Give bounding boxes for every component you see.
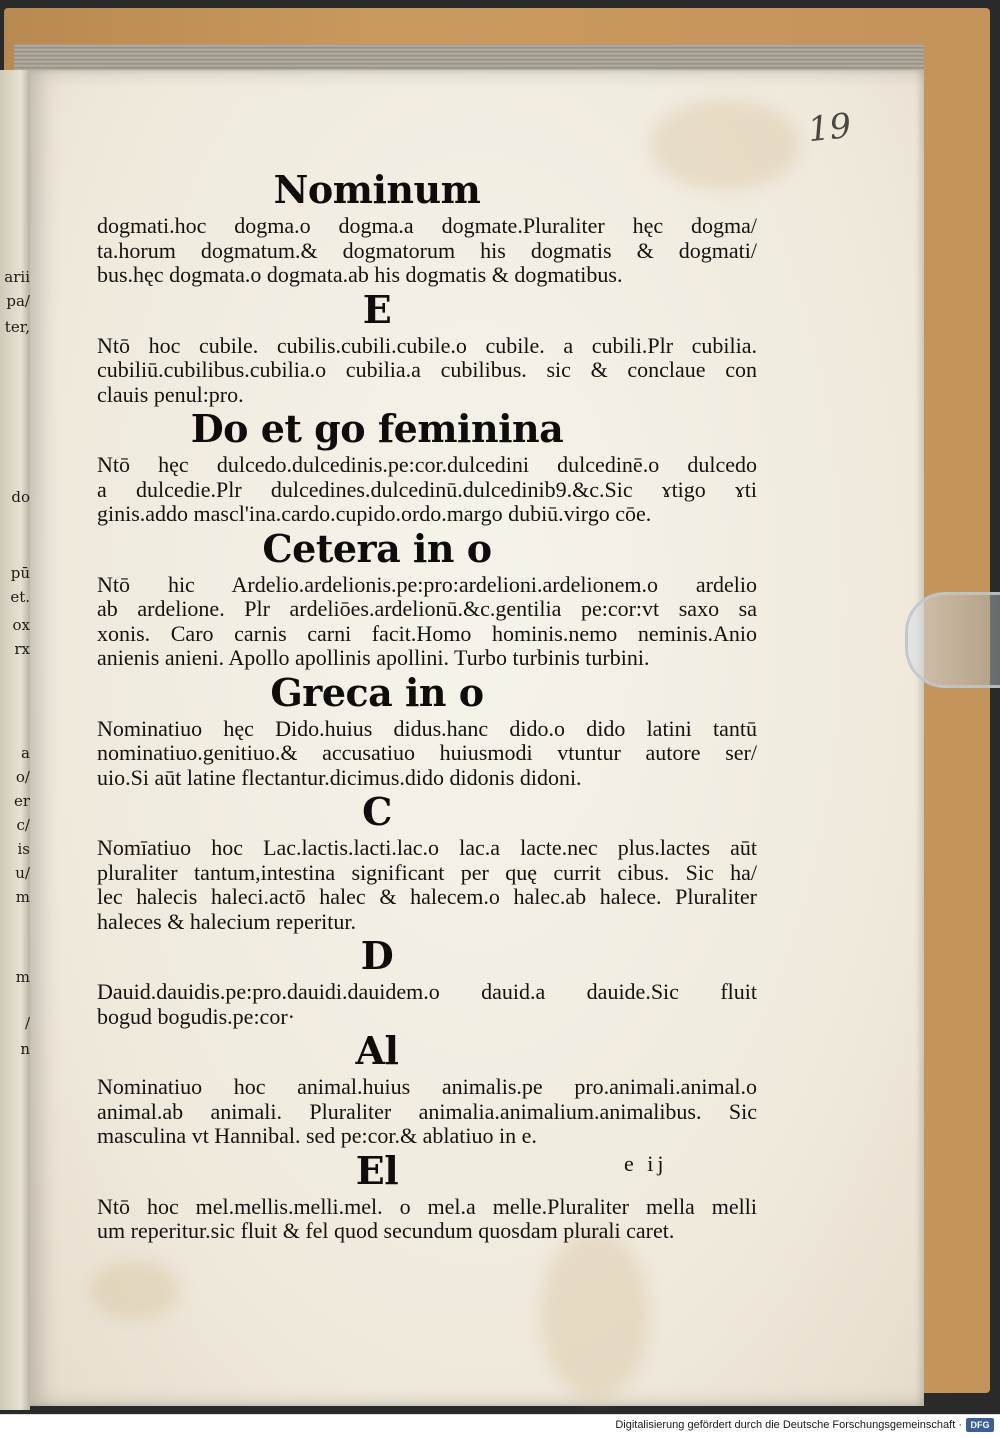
section-heading: D <box>360 933 394 978</box>
text-line: animal.ab animali. Pluraliter animalia.animalium.animalibus. Sic <box>97 1098 757 1124</box>
text-line: cubiliū.cubilibus.cubilia.o cubilia.a cubilibus. sic & conclaue con <box>97 357 757 382</box>
paper-stain <box>540 1230 650 1400</box>
facing-page-fragment: er <box>13 792 30 810</box>
facing-page-fragment: et. <box>10 588 30 606</box>
text-line: bogud bogudis.pe:cor· <box>97 1003 295 1029</box>
text-line: xonis. Caro carnis carni facit.Homo hominis.nemo neminis.Anio <box>97 620 757 646</box>
text-line: Ntō hoc mel.mellis.melli.mel. o mel.a melle.Pluraliter mella melli <box>97 1193 757 1219</box>
facing-page-fragment: rx <box>14 640 30 658</box>
text-line: ab ardelione. Plr ardeliōes.ardelionū.&c.gentilia pe:cor:vt saxo sa <box>97 596 757 621</box>
text-line: ta.horum dogmatum.& dogmatorum his dogmatis & dogmati/ <box>97 237 757 263</box>
text-line: clauis penul:pro. <box>97 381 244 407</box>
text-line: dogmati.hoc dogma.o dogma.a dogmate.Pluraliter hęc dogma/ <box>97 213 757 238</box>
text-line: uio.Si aūt latine flectantur.dicimus.dido didonis didoni. <box>97 764 582 790</box>
text-line: Nominatiuo hęc Dido.huius didus.hanc dido.o dido latini tantū <box>97 715 757 741</box>
text-section <box>97 790 757 934</box>
facing-page-fragment: m <box>15 968 30 986</box>
text-line: anienis anieni. Apollo apollinis apollini. Turbo turbinis turbini. <box>97 645 650 670</box>
text-section <box>97 934 757 1029</box>
signature-mark: e ij <box>624 1151 668 1176</box>
section-heading: C <box>362 789 392 834</box>
text-line: pluraliter tantum,intestina significant per quę currit cibus. Sic ha/ <box>97 859 757 885</box>
facing-page-fragment: / <box>24 1014 30 1032</box>
dfg-logo: DFG <box>966 1418 994 1432</box>
text-section <box>97 168 757 288</box>
text-line: lec halecis haleci.actō halec & halecem.o halec.ab halece. Pluraliter <box>97 884 757 909</box>
facing-page-fragment: n <box>20 1040 30 1058</box>
section-heading: El <box>355 1147 399 1193</box>
text-line: Ntō hic Ardelio.ardelionis.pe:pro:ardelioni.ardelionem.o ardelio <box>97 571 757 597</box>
footer-text: Digitalisierung gefördert durch die Deutsche Forschungsgemeinschaft · <box>615 1419 962 1431</box>
facing-page-fragment: arii <box>4 268 30 286</box>
text-line: Nominatiuo hoc animal.huius animalis.pe pro.animali.animal.o <box>97 1074 757 1099</box>
facing-page-fragment: ox <box>12 616 30 634</box>
facing-page-fragment: pa/ <box>6 292 30 310</box>
facing-page-fragment: ter, <box>4 318 30 336</box>
facing-page-fragment: pū <box>10 564 30 582</box>
text-line: a dulcedie.Plr dulcedines.dulcedinū.dulcedinib9.&c.Sic ɤtigo ɤti <box>97 476 757 502</box>
page-clip <box>905 592 1000 688</box>
facing-page-fragment: c/ <box>16 816 30 834</box>
text-section <box>97 527 757 671</box>
section-heading: Do et go feminina <box>190 406 564 451</box>
text-block <box>97 168 757 1244</box>
text-line: haleces & halecium reperitur. <box>97 908 356 934</box>
text-line: nominatiuo.genitiuo.& accusatiuo huiusmodi vtuntur autore ser/ <box>97 740 757 765</box>
text-section <box>97 407 757 527</box>
text-line: Ntō hoc cubile. cubilis.cubili.cubile.o cubile. a cubili.Plr cubilia. <box>97 332 757 358</box>
text-section <box>97 671 757 791</box>
text-line: Nomīatiuo hoc Lac.lactis.lacti.lac.o lac.a lacte.nec plus.lactes aūt <box>97 835 757 860</box>
facing-page-fragment: u/ <box>15 864 30 882</box>
text-line: Ntō hęc dulcedo.dulcedinis.pe:cor.dulcedini dulcedinē.o dulcedo <box>97 452 757 477</box>
facing-page-fragment: o/ <box>15 768 30 786</box>
text-line: ginis.addo mascl'ina.cardo.cupido.ordo.margo dubiū.virgo cōe. <box>97 501 652 526</box>
text-section <box>97 1029 757 1149</box>
facing-page-fragment: a <box>21 744 30 762</box>
facing-page-fragment: is <box>17 840 30 858</box>
section-heading: Nominum <box>273 167 481 212</box>
section-heading: E <box>362 286 392 332</box>
text-line: Dauid.dauidis.pe:pro.dauidi.dauidem.o dauid.a dauide.Sic fluit <box>97 979 757 1004</box>
facing-page-fragment: m <box>15 888 30 906</box>
digitization-footer <box>0 1414 1000 1437</box>
section-heading: Cetera in o <box>262 525 492 571</box>
section-heading: Al <box>355 1028 399 1073</box>
facing-page-fragment: do <box>11 488 30 506</box>
text-line: masculina vt Hannibal. sed pe:cor.& ablatiuo in e. <box>97 1123 537 1148</box>
text-line: um reperitur.sic fluit & fel quod secundum quosdam plurali caret. <box>97 1218 675 1243</box>
text-line: bus.hęc dogmata.o dogmata.ab his dogmatis & dogmatibus. <box>97 262 623 287</box>
paper-stain <box>90 1260 180 1320</box>
facing-page-edge <box>0 70 30 1410</box>
section-heading: Greca in o <box>270 669 484 715</box>
folio-number: 19 <box>806 105 854 151</box>
text-section <box>97 288 757 408</box>
